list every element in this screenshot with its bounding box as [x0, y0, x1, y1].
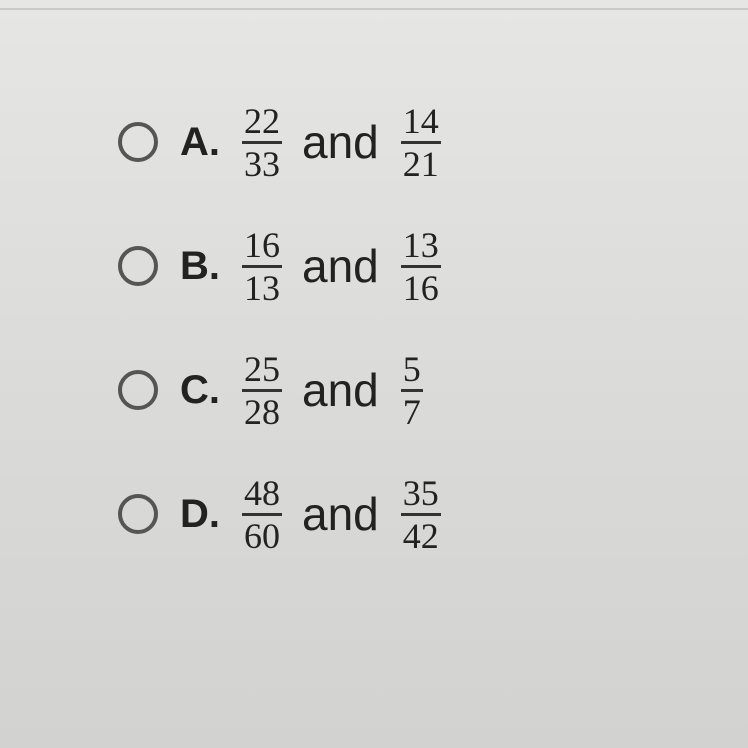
- option-letter: A.: [180, 119, 220, 164]
- numerator: 35: [402, 472, 439, 513]
- denominator: 16: [402, 267, 439, 308]
- option-b[interactable]: [118, 204, 718, 328]
- fraction-1: [238, 224, 286, 308]
- and-word: and: [302, 240, 379, 292]
- radio-icon[interactable]: [118, 494, 158, 534]
- radio-icon[interactable]: [118, 370, 158, 410]
- answer-options: [118, 80, 718, 576]
- denominator: 13: [244, 267, 280, 308]
- denominator: 33: [244, 143, 280, 184]
- and-word: and: [302, 116, 379, 168]
- numerator: 5: [402, 348, 421, 389]
- denominator: 21: [402, 143, 439, 184]
- numerator: 25: [244, 348, 280, 389]
- radio-icon[interactable]: [118, 122, 158, 162]
- denominator: 42: [402, 515, 439, 556]
- and-word: and: [302, 364, 379, 416]
- top-divider: [0, 0, 748, 10]
- denominator: 60: [244, 515, 280, 556]
- option-letter: B.: [180, 243, 220, 288]
- and-word: and: [302, 488, 379, 540]
- numerator: 16: [244, 224, 280, 265]
- radio-icon[interactable]: [118, 246, 158, 286]
- numerator: 13: [402, 224, 439, 265]
- numerator: 48: [244, 472, 280, 513]
- option-letter: C.: [180, 367, 220, 412]
- fraction-1: [238, 100, 286, 184]
- numerator: 22: [244, 100, 280, 141]
- numerator: 14: [402, 100, 439, 141]
- option-d[interactable]: [118, 452, 718, 576]
- denominator: 28: [244, 391, 280, 432]
- option-a[interactable]: [118, 80, 718, 204]
- option-c[interactable]: [118, 328, 718, 452]
- fraction-2: [397, 472, 445, 556]
- fraction-1: [238, 348, 286, 432]
- fraction-2: [397, 224, 445, 308]
- option-letter: D.: [180, 491, 220, 536]
- denominator: 7: [402, 391, 421, 432]
- fraction-2: [397, 100, 445, 184]
- fraction-1: [238, 472, 286, 556]
- fraction-2: [397, 348, 427, 432]
